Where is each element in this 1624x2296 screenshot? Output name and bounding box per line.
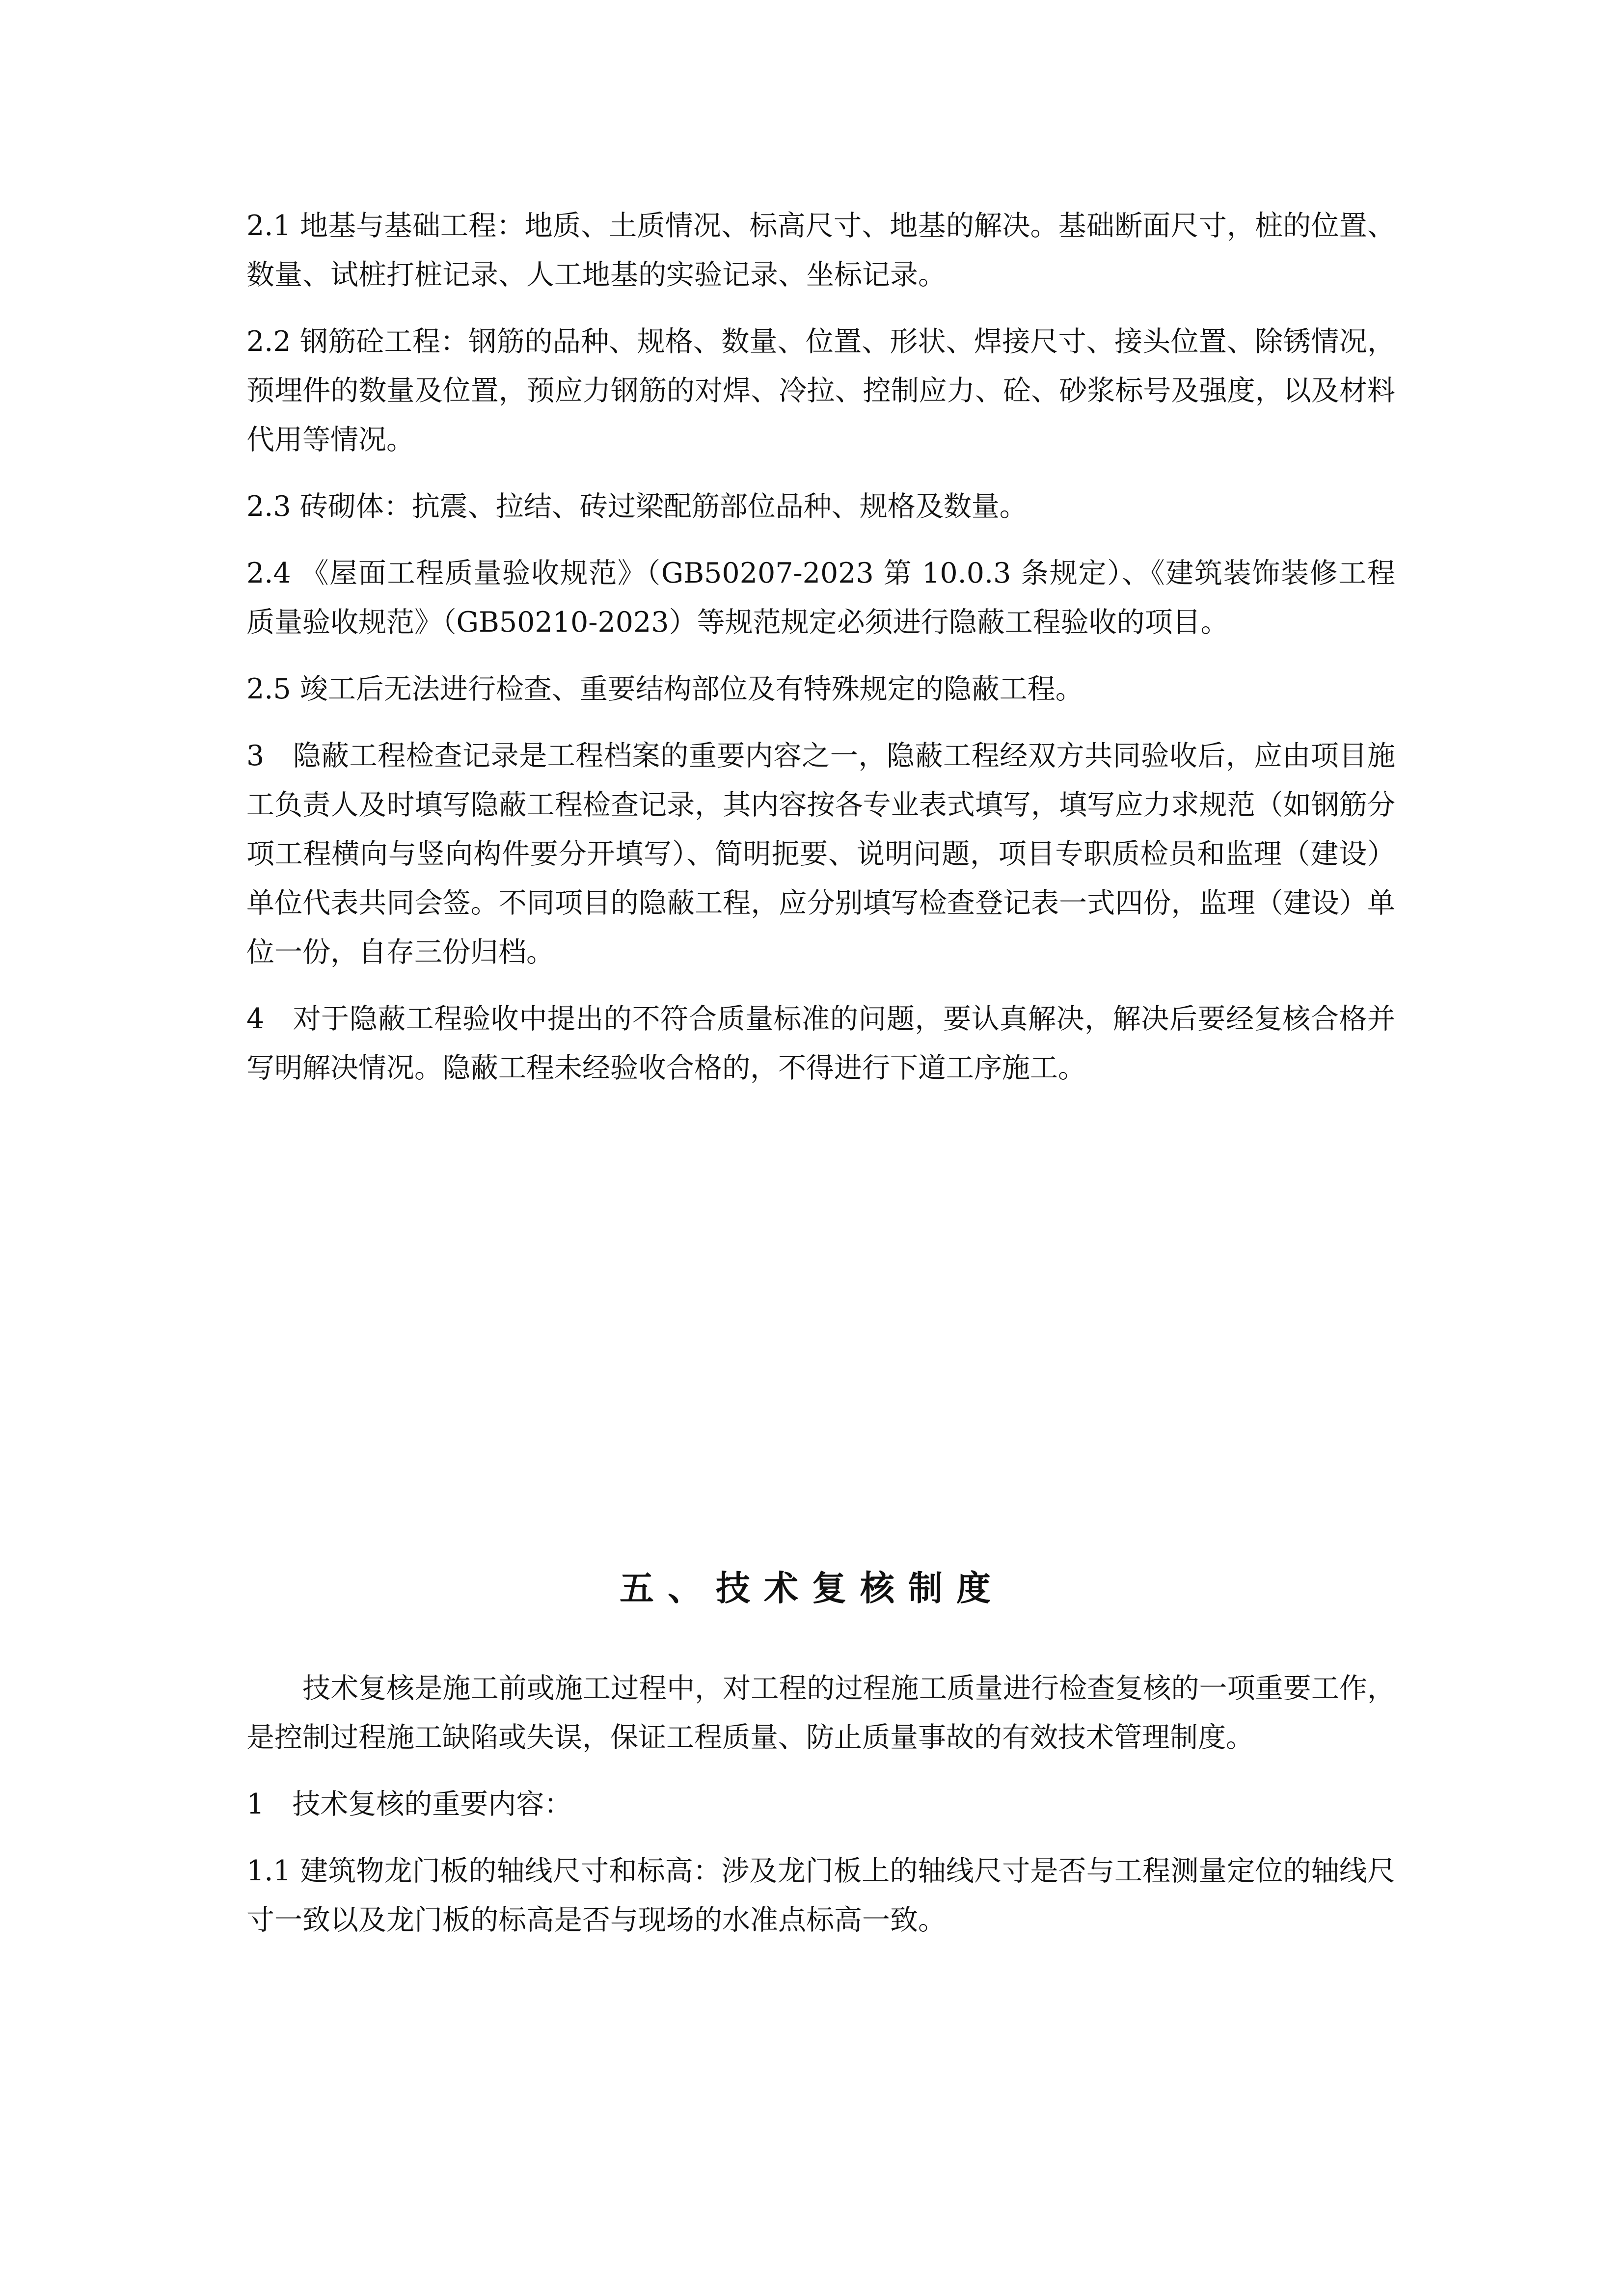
paragraph-2-3: 2.3 砖砌体：抗震、拉结、砖过梁配筋部位品种、规格及数量。 (246, 490, 1028, 523)
paragraph-2-2: 2.2 钢筋砼工程：钢筋的品种、规格、数量、位置、形状、焊接尺寸、接头位置、除锈情况，预埋件的数量及位置，预应力钢筋的对焊、冷拉、控制应力、砼、砂浆标号及强度，以及材料代用等情况。 (246, 325, 1395, 456)
paragraph-2-4: 2.4 《屋面工程质量验收规范》（GB50207-2023 第 10.0.3 条规定）、《建筑装饰装修工程质量验收规范》（GB50210-2023）等规范规定必须进行隐蔽工程验收的项目。 (246, 557, 1395, 639)
paragraph-3: 3 隐蔽工程检查记录是工程档案的重要内容之一，隐蔽工程经双方共同验收后，应由项目施工负责人及时填写隐蔽工程检查记录，其内容按各专业表式填写，填写应力求规范（如钢筋分项工程横向与竖向构件要分开填写）、简明扼要、说明问题，项目专职质检员和监理（建设）单位代表共同会签。不同项目的隐蔽工程，应分别填写检查登记表一式四份，监理（建设）单位一份，自存三份归档。 (246, 740, 1395, 968)
top-text-block (246, 201, 1395, 1110)
bottom-text-block (246, 1664, 1395, 1962)
paragraph-item-1: 1 技术复核的重要内容： (246, 1788, 572, 1820)
intro-paragraph: 技术复核是施工前或施工过程中，对工程的过程施工质量进行检查复核的一项重要工作，是控制过程施工缺陷或失误，保证工程质量、防止质量事故的有效技术管理制度。 (246, 1672, 1395, 1754)
section-title: 五、技术复核制度 (620, 1568, 1004, 1609)
paragraph-2-5: 2.5 竣工后无法进行检查、重要结构部位及有特殊规定的隐蔽工程。 (246, 673, 1083, 705)
paragraph-item-1-1: 1.1 建筑物龙门板的轴线尺寸和标高：涉及龙门板上的轴线尺寸是否与工程测量定位的轴线尺寸一致以及龙门板的标高是否与现场的水准点标高一致。 (246, 1855, 1395, 1936)
paragraph-4: 4 对于隐蔽工程验收中提出的不符合质量标准的问题，要认真解决，解决后要经复核合格并写明解决情况。隐蔽工程未经验收合格的，不得进行下道工序施工。 (246, 1003, 1395, 1084)
paragraph-2-1: 2.1 地基与基础工程：地质、土质情况、标高尺寸、地基的解决。基础断面尺寸，桩的位置、数量、试桩打桩记录、人工地基的实验记录、坐标记录。 (246, 210, 1395, 291)
